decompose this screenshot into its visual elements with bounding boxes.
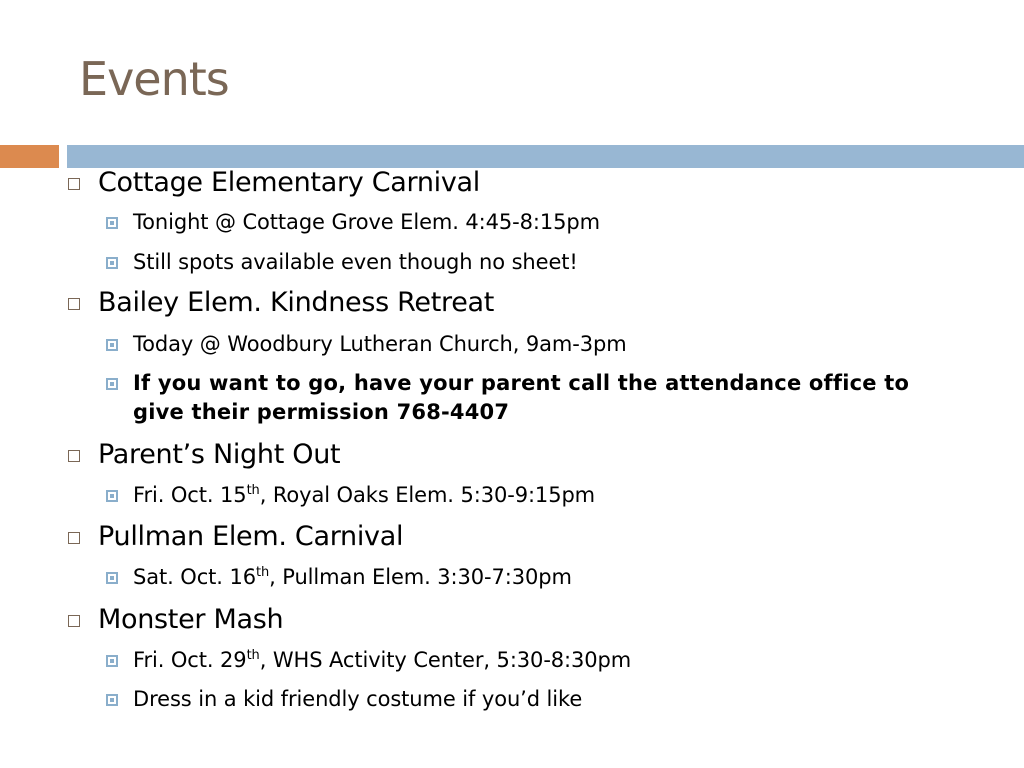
event-heading-text: Bailey Elem. Kindness Retreat [98, 287, 495, 318]
square-bullet-icon [106, 378, 118, 390]
hollow-square-bullet-icon [68, 298, 80, 310]
square-bullet-icon [106, 572, 118, 584]
event-detail-text: Dress in a kid friendly costume if you’d like [133, 687, 583, 711]
event-detail [133, 646, 631, 675]
slide-title: Events [79, 52, 229, 106]
square-bullet-icon [106, 217, 118, 229]
event-heading [98, 521, 403, 553]
event-heading [98, 439, 340, 471]
event-date: Sat. Oct. 16 [133, 565, 256, 589]
event-heading [98, 604, 283, 636]
hollow-square-bullet-icon [68, 450, 80, 462]
event-heading [98, 287, 494, 319]
square-bullet-icon [106, 490, 118, 502]
event-detail-text: Today @ Woodbury Lutheran Church, 9am-3pm [133, 332, 627, 356]
event-detail [133, 330, 627, 359]
event-detail [133, 208, 600, 237]
event-detail [133, 685, 582, 714]
event-location-time: , Royal Oaks Elem. 5:30-9:15pm [259, 483, 596, 507]
event-heading-text: Monster Mash [98, 604, 284, 635]
hollow-square-bullet-icon [68, 615, 80, 627]
ordinal-suffix: th [246, 648, 260, 663]
event-detail-text: Still spots available even though no sheet! [133, 250, 578, 274]
event-date: Fri. Oct. 15 [133, 483, 247, 507]
event-heading-text: Cottage Elementary Carnival [98, 167, 480, 198]
event-detail-text: If you want to go, have your parent call the attendance office to give their permission 768-4407 [133, 371, 910, 424]
square-bullet-icon [106, 694, 118, 706]
event-date: Fri. Oct. 29 [133, 648, 247, 672]
ordinal-suffix: th [246, 483, 260, 498]
square-bullet-icon [106, 257, 118, 269]
event-heading-text: Parent’s Night Out [98, 439, 341, 470]
hollow-square-bullet-icon [68, 178, 80, 190]
event-heading [98, 167, 480, 199]
ordinal-suffix: th [255, 565, 270, 580]
event-detail [133, 481, 595, 510]
event-location-time: , WHS Activity Center, 5:30-8:30pm [259, 648, 632, 672]
event-detail [133, 248, 578, 277]
hollow-square-bullet-icon [68, 532, 80, 544]
event-detail [133, 563, 572, 592]
square-bullet-icon [106, 655, 118, 667]
event-detail-text: Tonight @ Cottage Grove Elem. 4:45-8:15pm [133, 210, 600, 234]
square-bullet-icon [106, 339, 118, 351]
event-location-time: , Pullman Elem. 3:30-7:30pm [269, 565, 572, 589]
event-detail-important [133, 369, 953, 427]
event-heading-text: Pullman Elem. Carnival [98, 521, 404, 552]
